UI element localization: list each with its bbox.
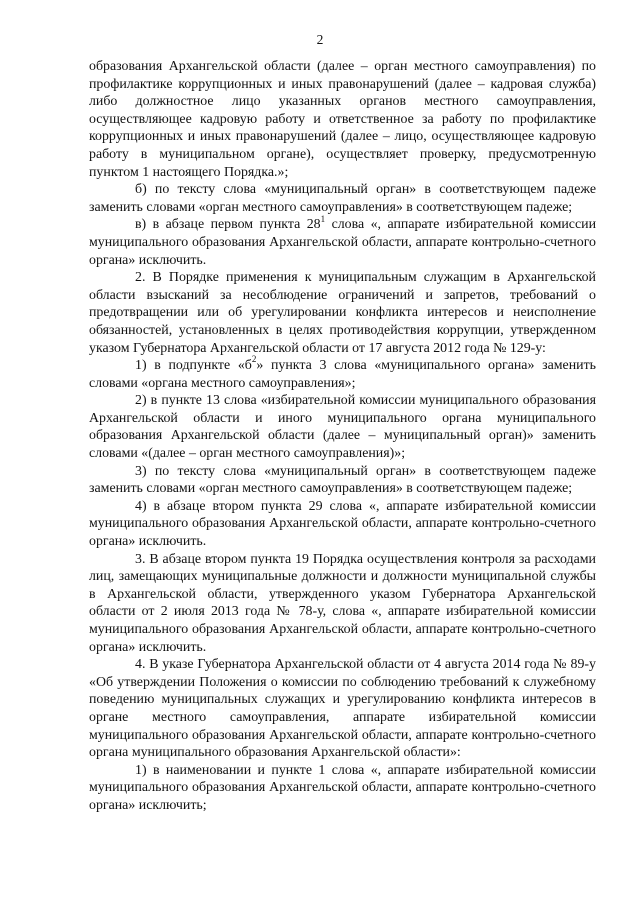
paragraph-8: 4) в абзаце втором пункта 29 слова «, аппарате избирательной комиссии муниципального образования Архангельской области, аппарате контрольно-счетного органа» исключить. — [89, 498, 596, 550]
paragraph-1: образования Архангельской области (далее – орган местного самоуправления) по профилактике коррупционных и иных правонарушений (далее – кадровая служба) либо должностное лицо указанных органов местного самоуправления, осуществляющее кадровую работу и ответственное за работу по профилактике коррупционных и иных правонарушений (далее – лицо, осуществляющее кадровую работу в муниципальном органе), осуществляет проверку, предусмотренную пунктом 1 настоящего Порядка.»; — [89, 59, 596, 180]
document-body — [89, 58, 596, 815]
paragraph-5-start: 1) в подпункте «б — [135, 358, 252, 374]
paragraph-3-end: слова «, аппарате избирательной комиссии муниципального образования Архангельской области, аппарате контрольно-счетного органа» исключить. — [89, 217, 596, 268]
paragraph-10: 4. В указе Губернатора Архангельской области от 4 августа 2014 года № 89-у «Об утверждении Положения о комиссии по соблюдению требований к служебному поведению муниципальных служащих и урегулированию конфликта интересов в органе местного самоуправления, аппарате избирательной комиссии муниципального образования Архангельской области, аппарате контрольно-счетного органа муниципального образования Архангельской области»: — [89, 657, 596, 761]
paragraph-5 — [89, 354, 596, 392]
paragraph-7: 3) по тексту слова «муниципальный орган» в соответствующем падеже заменить словами «орган местного самоуправления» в соответствующем падеже; — [89, 463, 596, 497]
paragraph-4: 2. В Порядке применения к муниципальным служащим в Архангельской области взысканий за несоблюдение ограничений и запретов, требований о предотвращении или об урегулировании конфликта интересов и неисполнение обязанностей, установленных в целях противодействия коррупции, утвержденном указом Губернатора Архангельской области от 17 августа 2012 года № 129-у: — [89, 270, 596, 356]
paragraph-3-start: в) в абзаце первом пункта 28 — [135, 217, 321, 233]
paragraph-5-end: » пункта 3 слова «муниципального органа» заменить словами «органа местного самоуправления»; — [89, 358, 596, 391]
paragraph-9: 3. В абзаце втором пункта 19 Порядка осуществления контроля за расходами лиц, замещающих муниципальные должности и должности муниципальной службы в Архангельской области, утвержденного указом Губернатора Архангельской области от 2 июля 2013 года № 78-у, слова «, аппарате избирательной комиссии муниципального образования Архангельской области, аппарате контрольно-счетного органа» исключить. — [89, 551, 596, 655]
paragraph-3 — [89, 213, 596, 269]
superscript-index: 2 — [251, 354, 257, 365]
superscript-index: 1 — [320, 213, 326, 224]
paragraph-2: б) по тексту слова «муниципальный орган» в соответствующем падеже заменить словами «орган местного самоуправления» в соответствующем падеже; — [89, 182, 596, 215]
paragraph-11: 1) в наименовании и пункте 1 слова «, аппарате избирательной комиссии муниципального образования Архангельской области, аппарате контрольно-счетного органа» исключить; — [89, 762, 596, 813]
paragraph-6: 2) в пункте 13 слова «избирательной комиссии муниципального образования Архангельской области и иного муниципального органа муниципального образования Архангельской области (далее – муниципальный орган)» заменить словами «(далее – орган местного самоуправления)»; — [89, 393, 596, 462]
page-number: 2 — [316, 32, 324, 47]
